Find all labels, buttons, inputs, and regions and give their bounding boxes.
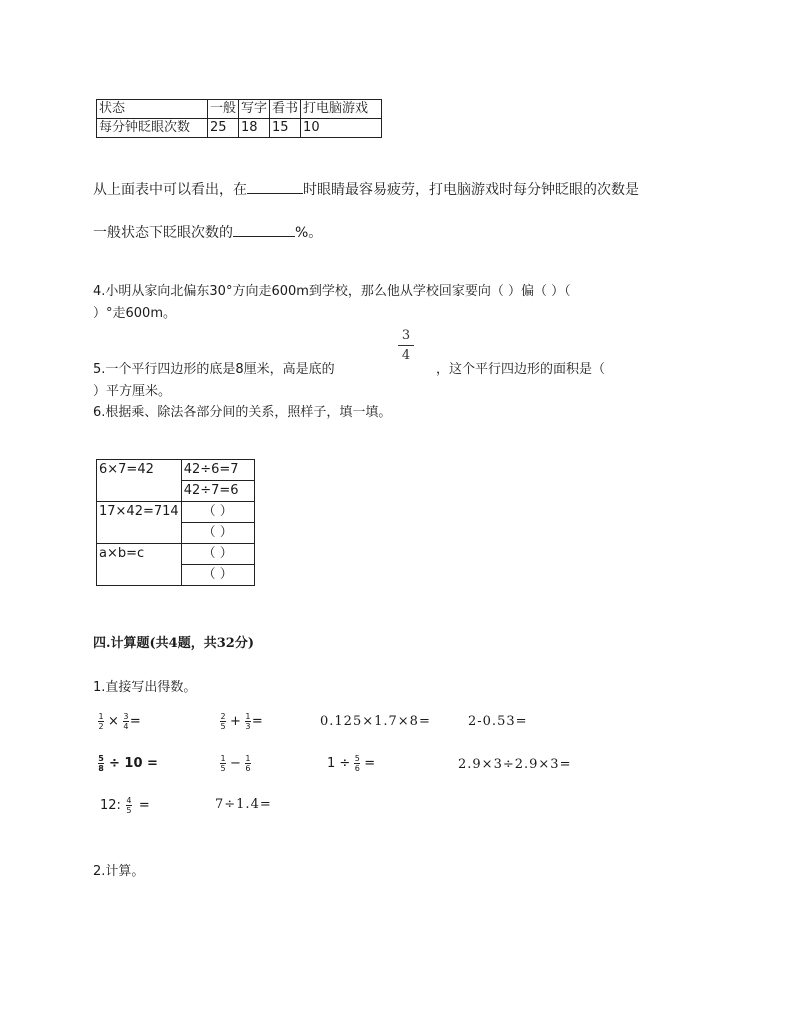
answer-cell[interactable]: （ ） xyxy=(181,544,254,565)
expression-10: 7÷1.4= xyxy=(215,797,272,812)
q6-text: 6.根据乘、除法各部分间的关系，照样子，填一填。 xyxy=(93,405,392,420)
numerator: 1 xyxy=(245,754,251,763)
fraction xyxy=(245,754,251,773)
expression-7 xyxy=(327,754,375,773)
q3-text-c: 一般状态下眨眼次数的 xyxy=(93,225,233,241)
table-cell: 一般 xyxy=(208,100,239,119)
table-cell: 每分钟眨眼次数 xyxy=(97,119,208,138)
expression-2 xyxy=(219,712,263,731)
operator: + xyxy=(230,714,241,729)
denominator: 5 xyxy=(220,764,226,773)
fraction-denominator: 4 xyxy=(401,348,411,363)
operator: − xyxy=(230,756,241,771)
table-cell: a×b=c xyxy=(97,544,182,586)
fraction xyxy=(126,796,132,815)
answer-blank[interactable] xyxy=(233,222,295,237)
section-title: 四.计算题(共4题，共32分) xyxy=(93,636,254,651)
q3-text-d: %。 xyxy=(295,225,323,241)
answer-cell[interactable]: （ ） xyxy=(181,523,254,544)
q4-line-1: 4.小明从家向北偏东30°方向走600m到学校，那么他从学校回家要向（ ）偏（ ）（ xyxy=(93,284,571,299)
blink-table xyxy=(96,99,382,138)
numerator: 3 xyxy=(123,712,129,721)
table-cell: 打电脑游戏 xyxy=(301,100,382,119)
table-cell: 6×7=42 xyxy=(97,460,182,502)
fraction xyxy=(123,712,129,731)
denominator: 2 xyxy=(98,722,104,731)
equals: = xyxy=(129,714,141,729)
fraction xyxy=(354,754,360,773)
fraction xyxy=(245,712,251,731)
expression-1 xyxy=(97,712,141,731)
numerator: 1 xyxy=(245,712,251,721)
numerator: 2 xyxy=(220,712,226,721)
fraction-bar xyxy=(398,345,414,346)
table-cell: 18 xyxy=(239,119,270,138)
denominator: 8 xyxy=(98,764,104,773)
expression-6 xyxy=(219,754,252,773)
table-cell: 写字 xyxy=(239,100,270,119)
table-cell: 10 xyxy=(301,119,382,138)
fraction-three-quarters xyxy=(398,328,414,363)
denominator: 6 xyxy=(354,764,360,773)
q3-text-b: 时眼睛最容易疲劳，打电脑游戏时每分钟眨眼的次数是 xyxy=(303,182,639,198)
fraction xyxy=(220,754,226,773)
denominator: 5 xyxy=(220,722,226,731)
equals: = xyxy=(138,798,150,813)
table-cell: 42÷7=6 xyxy=(181,481,254,502)
fraction xyxy=(220,712,226,731)
table-cell: 17×42=714 xyxy=(97,502,182,544)
expression-rest: ÷ 10 = xyxy=(109,756,158,771)
answer-blank[interactable] xyxy=(247,179,303,194)
answer-cell[interactable]: （ ） xyxy=(181,565,254,586)
expression-9 xyxy=(100,796,150,815)
expression-4: 2-0.53= xyxy=(468,714,528,729)
denominator: 4 xyxy=(123,722,129,731)
expression-3: 0.125×1.7×8= xyxy=(320,714,431,729)
numerator: 5 xyxy=(354,754,360,763)
denominator: 3 xyxy=(245,722,251,731)
table-cell: 15 xyxy=(270,119,301,138)
blink-table-data-row xyxy=(97,119,382,138)
answer-cell[interactable]: （ ） xyxy=(181,502,254,523)
q3-text-a: 从上面表中可以看出，在 xyxy=(93,182,247,198)
operator: × xyxy=(108,714,119,729)
q5-line-1b: ，这个平行四边形的面积是（ xyxy=(436,362,606,377)
table-cell: 状态 xyxy=(97,100,208,119)
table-row xyxy=(97,460,255,481)
numerator: 4 xyxy=(126,796,132,805)
table-cell: 42÷6=7 xyxy=(181,460,254,481)
equals: = xyxy=(251,714,263,729)
relation-table xyxy=(96,459,255,586)
fraction xyxy=(98,712,104,731)
q3-line-2 xyxy=(93,222,322,242)
fraction xyxy=(98,754,104,773)
denominator: 5 xyxy=(126,806,132,815)
table-row xyxy=(97,502,255,523)
expression-prefix: 1 ÷ xyxy=(327,756,351,771)
q3-line-1 xyxy=(93,179,639,199)
table-cell: 看书 xyxy=(270,100,301,119)
expression-8: 2.9×3÷2.9×3= xyxy=(458,757,572,772)
table-row xyxy=(97,544,255,565)
denominator: 6 xyxy=(245,764,251,773)
numerator: 1 xyxy=(98,712,104,721)
numerator: 1 xyxy=(220,754,226,763)
fraction-numerator: 3 xyxy=(401,328,411,343)
blink-table-header-row xyxy=(97,100,382,119)
numerator: 5 xyxy=(98,754,104,763)
equals: = xyxy=(364,756,376,771)
calc1-prompt: 1.直接写出得数。 xyxy=(93,680,197,695)
q5-line-1a: 5.一个平行四边形的底是8厘米，高是底的 xyxy=(93,362,335,377)
expression-5 xyxy=(97,754,158,773)
calc2-prompt: 2.计算。 xyxy=(93,864,145,879)
q4-line-2: ）°走600m。 xyxy=(93,306,176,321)
table-cell: 25 xyxy=(208,119,239,138)
expression-prefix: 12: xyxy=(100,798,121,813)
q5-line-2: ）平方厘米。 xyxy=(93,384,172,399)
